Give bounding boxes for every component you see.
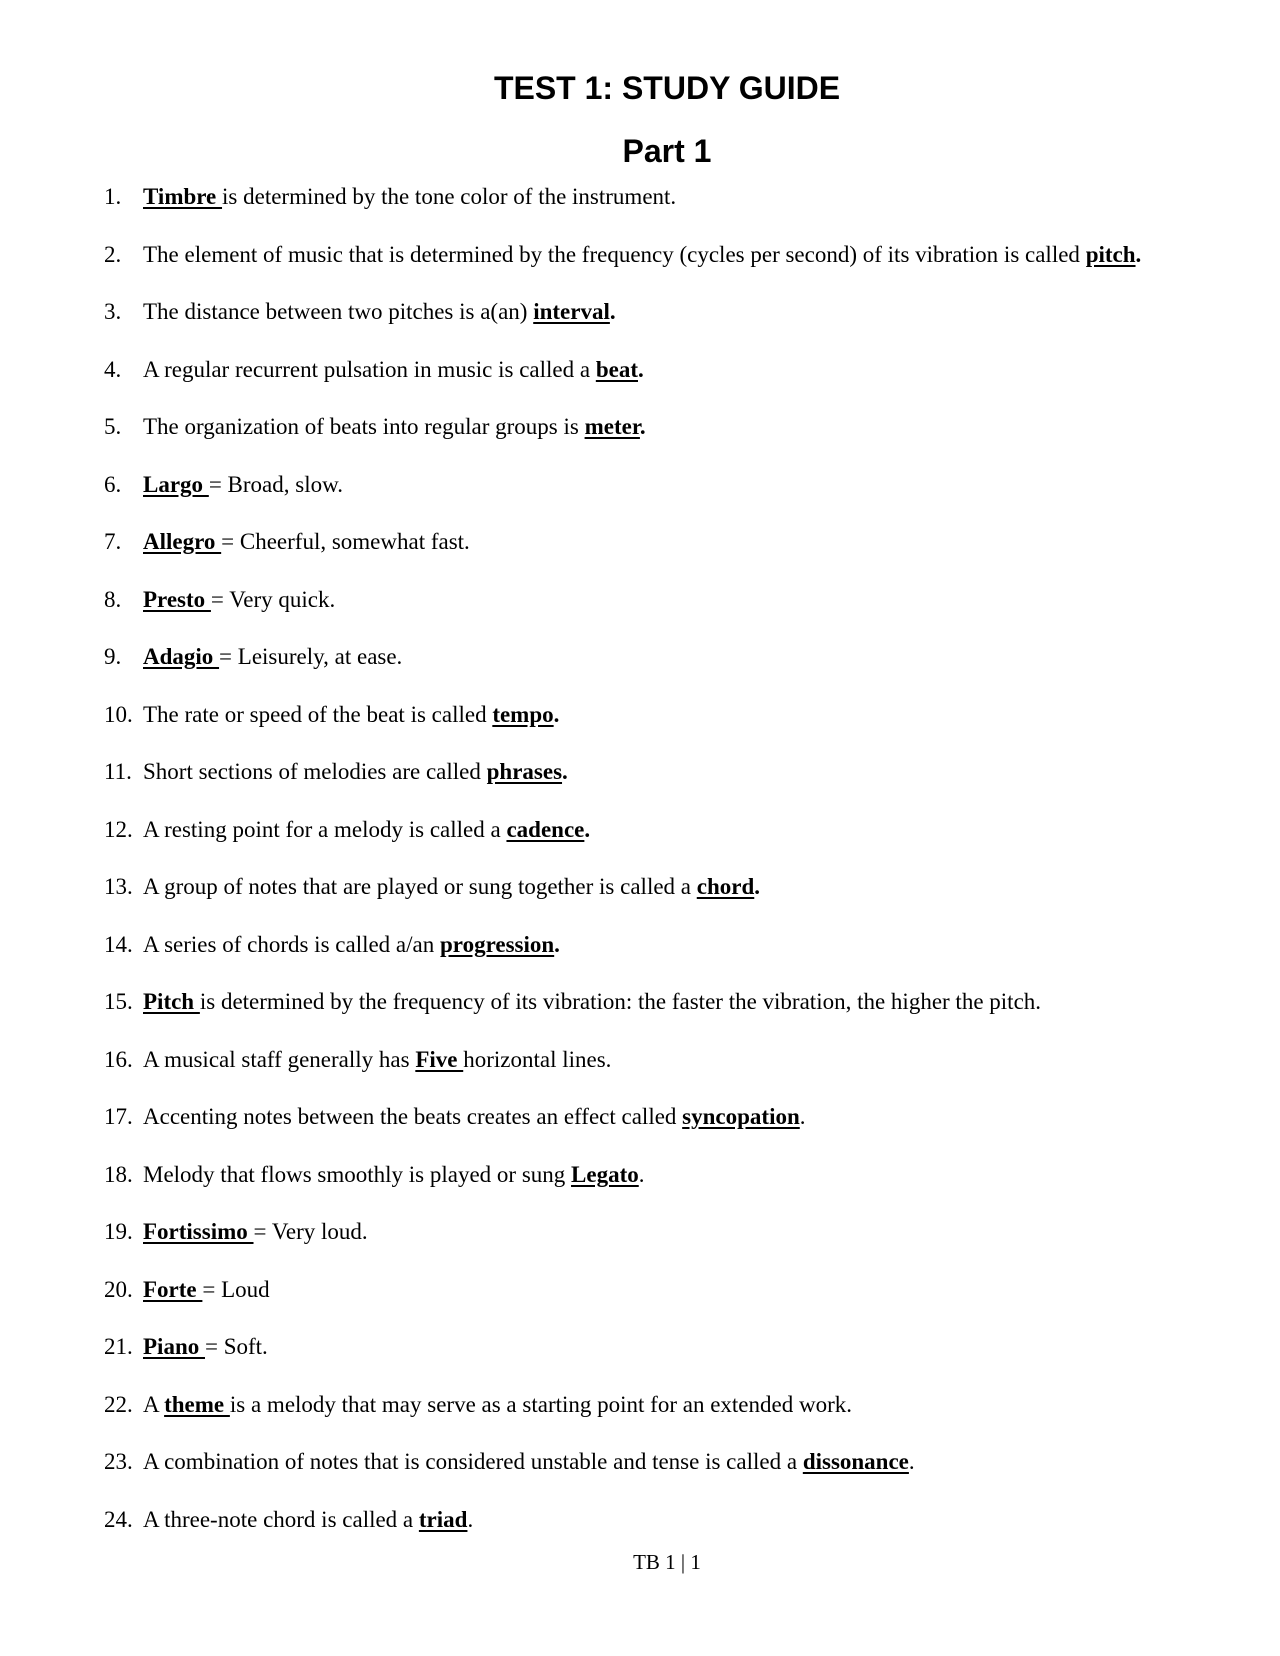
list-item — [104, 870, 1274, 904]
item-trailing-text: is determined by the frequency of its vibration: the faster the vibration, the higher the pitch. — [199, 989, 1042, 1014]
item-answer: triad — [418, 1507, 468, 1532]
item-number: 8. — [104, 587, 122, 612]
page-footer: TB 1 | 1 — [633, 1550, 701, 1574]
item-prompt-text: The element of music that is determined by the frequency (cycles per second) of its vibration is called — [143, 242, 1086, 267]
item-trailing-text: = Soft. — [204, 1334, 268, 1359]
list-item — [104, 698, 1274, 732]
list-item — [104, 1215, 1274, 1249]
list-item — [104, 928, 1274, 962]
item-trailing-text: . — [584, 817, 591, 842]
item-number: 16. — [104, 1047, 133, 1072]
item-answer: chord — [696, 874, 755, 899]
page-title: TEST 1: STUDY GUIDE — [493, 70, 841, 106]
item-answer: cadence — [506, 817, 585, 842]
list-item — [104, 295, 1274, 329]
item-trailing-text: is determined by the tone color of the instrument. — [222, 184, 677, 209]
item-prompt-text: A resting point for a melody is called a — [143, 817, 507, 842]
item-prompt-text: The rate or speed of the beat is called — [143, 702, 493, 727]
list-item — [104, 180, 1274, 214]
item-answer: Timbre — [143, 184, 223, 209]
item-prompt-text: The distance between two pitches is a(an) — [143, 299, 534, 324]
item-trailing-text: . — [562, 759, 568, 784]
list-item — [104, 640, 1274, 674]
item-number: 20. — [104, 1277, 133, 1302]
item-answer: progression — [440, 932, 555, 957]
list-item — [104, 353, 1274, 387]
item-number: 15. — [104, 989, 133, 1014]
page-subtitle: Part 1 — [622, 133, 712, 169]
item-number: 22. — [104, 1392, 133, 1417]
item-answer: Legato — [571, 1162, 639, 1187]
item-trailing-text: . — [467, 1507, 474, 1532]
item-trailing-text: = Broad, slow. — [208, 472, 343, 497]
item-prompt-text: A musical staff generally has — [143, 1047, 416, 1072]
item-trailing-text: = Leisurely, at ease. — [219, 644, 403, 669]
item-answer: Largo — [143, 472, 209, 497]
item-answer: theme — [164, 1392, 230, 1417]
item-answer: Five — [415, 1047, 464, 1072]
list-item — [104, 1388, 1274, 1422]
item-number: 7. — [104, 529, 122, 554]
item-trailing-text: is a melody that may serve as a starting point for an extended work. — [229, 1392, 852, 1417]
item-answer: syncopation — [682, 1104, 800, 1129]
item-trailing-text: . — [908, 1449, 915, 1474]
list-item — [104, 985, 1274, 1019]
item-number: 10. — [104, 702, 133, 727]
item-trailing-text: . — [609, 299, 616, 324]
item-trailing-text: horizontal lines. — [463, 1047, 612, 1072]
item-number: 18. — [104, 1162, 133, 1187]
item-number: 19. — [104, 1219, 133, 1244]
item-number: 11. — [104, 759, 132, 784]
item-trailing-text: = Cheerful, somewhat fast. — [221, 529, 470, 554]
list-item — [104, 468, 1274, 502]
item-trailing-text: . — [639, 414, 646, 439]
item-prompt-text: Short sections of melodies are called — [143, 759, 487, 784]
item-trailing-text: . — [554, 932, 560, 957]
item-prompt-text: Accenting notes between the beats creates an effect called — [143, 1104, 683, 1129]
item-prompt-text: A group of notes that are played or sung together is called a — [143, 874, 697, 899]
item-answer: Piano — [143, 1334, 205, 1359]
list-item — [104, 813, 1274, 847]
item-number: 17. — [104, 1104, 133, 1129]
item-prompt-text: The organization of beats into regular groups is — [143, 414, 585, 439]
item-trailing-text: . — [638, 357, 644, 382]
item-prompt-text: A regular recurrent pulsation in music is called a — [143, 357, 596, 382]
list-item — [104, 583, 1274, 617]
list-item — [104, 1330, 1274, 1364]
item-answer: meter — [584, 414, 640, 439]
list-item — [104, 410, 1274, 444]
item-trailing-text: = Loud — [202, 1277, 270, 1302]
item-answer: pitch — [1085, 242, 1136, 267]
item-answer: Pitch — [143, 989, 200, 1014]
item-number: 14. — [104, 932, 133, 957]
item-answer: phrases — [486, 759, 563, 784]
item-answer: beat — [595, 357, 638, 382]
item-prompt-text: A combination of notes that is considered unstable and tense is called a — [143, 1449, 803, 1474]
list-item — [104, 1158, 1274, 1192]
item-number: 23. — [104, 1449, 133, 1474]
list-item — [104, 1100, 1274, 1134]
item-trailing-text: . — [1135, 242, 1142, 267]
item-trailing-text: . — [799, 1104, 806, 1129]
item-number: 24. — [104, 1507, 133, 1532]
item-number: 9. — [104, 644, 122, 669]
item-prompt-text: A — [143, 1392, 165, 1417]
item-answer: Adagio — [143, 644, 220, 669]
list-item — [104, 755, 1274, 789]
item-answer: dissonance — [802, 1449, 909, 1474]
item-prompt-text: A three-note chord is called a — [143, 1507, 419, 1532]
item-number: 5. — [104, 414, 122, 439]
item-answer: tempo — [492, 702, 554, 727]
item-answer: Allegro — [143, 529, 222, 554]
item-number: 4. — [104, 357, 122, 382]
item-trailing-text: = Very quick. — [210, 587, 336, 612]
item-number: 2. — [104, 242, 122, 267]
list-item — [104, 1043, 1274, 1077]
item-answer: Presto — [143, 587, 211, 612]
item-prompt-text: A series of chords is called a/an — [143, 932, 440, 957]
item-number: 6. — [104, 472, 122, 497]
item-number: 3. — [104, 299, 122, 324]
item-trailing-text: . — [754, 874, 761, 899]
list-item — [104, 1273, 1274, 1307]
item-trailing-text: = Very loud. — [253, 1219, 368, 1244]
item-trailing-text: . — [553, 702, 560, 727]
item-trailing-text: . — [638, 1162, 645, 1187]
item-prompt-text: Melody that flows smoothly is played or sung — [143, 1162, 572, 1187]
list-item — [104, 525, 1274, 559]
list-item — [104, 1445, 1274, 1479]
item-answer: Fortissimo — [143, 1219, 254, 1244]
item-answer: Forte — [143, 1277, 203, 1302]
item-number: 13. — [104, 874, 133, 899]
list-item — [104, 238, 1274, 272]
list-item — [104, 1503, 1274, 1537]
item-number: 12. — [104, 817, 133, 842]
item-answer: interval — [533, 299, 610, 324]
item-number: 21. — [104, 1334, 133, 1359]
item-number: 1. — [104, 184, 122, 209]
